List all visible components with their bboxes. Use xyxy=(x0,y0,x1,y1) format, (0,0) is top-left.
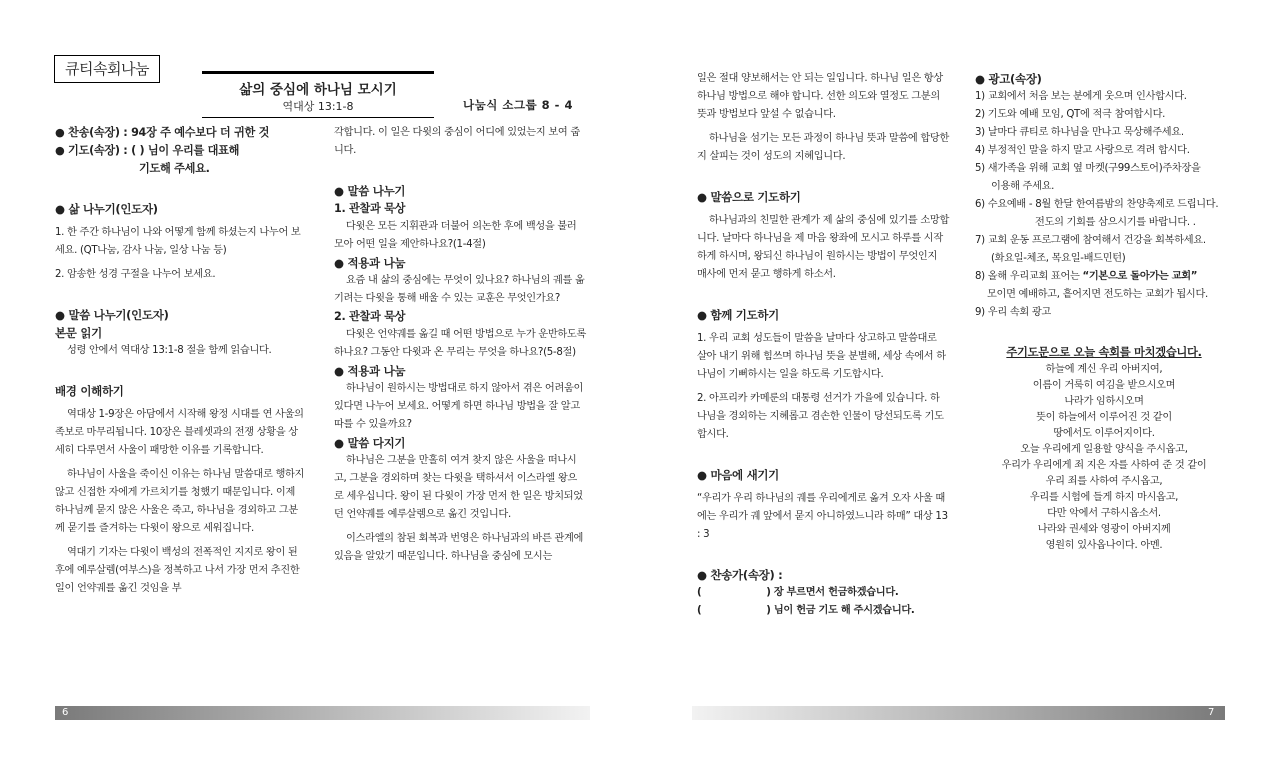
prayer-line: 나라가 임하시오며 xyxy=(1064,396,1144,407)
notice-3: 3) 날마다 큐티로 하나님을 만나고 묵상해주세요. xyxy=(975,127,1184,138)
notice-7: 7) 교회 운동 프로그램에 참여해서 건강을 회복하세요. xyxy=(975,235,1206,246)
continuation-paragraph-2: 하나님을 섬기는 모든 과정이 하나님 뜻과 말씀에 합당한지 살피는 것이 성도의 지혜입니다. xyxy=(697,133,950,162)
prayer-line: 영원히 있사옵나이다. 아멘. xyxy=(1045,540,1163,551)
notice-8 xyxy=(975,268,1233,286)
prayer-word-text: 하나님과의 친밀한 관계가 제 삶의 중심에 있기를 소망합니다. 날마다 하나님을 제 마음 왕좌에 모시고 하루를 시작하게 하시며, 왕되신 하나님이 원하시는 방법이 무엇인지 매사에 먼저 묻고 행하게 하소서. xyxy=(697,215,950,280)
word-resolve-heading: ● 말씀 다지기 xyxy=(334,436,406,450)
prayer-line: 다만 악에서 구하시옵소서. xyxy=(1047,508,1161,519)
notice-1: 1) 교회에서 처음 보는 분에게 웃으며 인사합시다. xyxy=(975,91,1187,102)
left-page-number: 6 xyxy=(62,707,69,718)
pray-together-heading: ● 함께 기도하기 xyxy=(697,308,779,322)
offering-line-1: ( ) 장 부르면서 헌금하겠습니다. xyxy=(697,587,899,598)
observation-1-text: 다윗은 모든 지휘관과 더불어 의논한 후에 백성을 불러 모아 어떤 일을 제안하나요?(1-4절) xyxy=(334,221,577,250)
prayer-line-2: 기도해 주세요. xyxy=(139,162,210,175)
page-subtitle: 역대상 13:1-8 xyxy=(282,100,354,113)
continuation-text: 각합니다. 이 일은 다윗의 중심이 어디에 있었는지 보여 줍니다. xyxy=(334,127,580,156)
notice-2: 2) 기도와 예배 모임, QT에 적극 참여합시다. xyxy=(975,109,1166,120)
background-paragraph-3: 역대기 기자는 다윗이 백성의 전폭적인 지지로 왕이 된 후에 예루살렘(여부스)을 정복하고 나서 가장 먼저 추진한 일이 언약궤를 옮긴 것임을 부 xyxy=(55,547,300,594)
church-motto: “기본으로 돌아가는 교회” xyxy=(1082,271,1198,282)
background-paragraph-1: 역대상 1-9장은 아담에서 시작해 왕정 시대를 연 사울의 족보로 마무리됩니다. 10장은 블레셋과의 전쟁 상황을 상세히 다루면서 사울이 패망한 이유를 기록합니다. xyxy=(55,409,304,456)
prayer-line: 우리가 우리에게 죄 지은 자를 사하여 준 것 같이 xyxy=(1001,460,1207,471)
text-reading-heading: 본문 읽기 xyxy=(55,326,102,340)
column-1 xyxy=(55,124,305,598)
notice-4: 4) 부정적인 말을 하지 말고 사랑으로 격려 합시다. xyxy=(975,145,1190,156)
application-2-heading: ● 적용과 나눔 xyxy=(334,364,406,378)
observation-1-heading: 1. 관찰과 묵상 xyxy=(334,202,406,215)
background-paragraph-2: 하나님이 사울을 죽이신 이유는 하나님 말씀대로 행하지 않고 신접한 자에게 가르치기를 청했기 때문입니다. 이제 하나님께 묻지 않은 사울은 죽고, 하나님을 경외하고 그분께 묻기를 즐겨하는 다윗이 왕으로 세워집니다. xyxy=(55,469,305,534)
prayer-line: 우리 죄를 사하여 주시옵고, xyxy=(1045,476,1163,487)
application-1-heading: ● 적용과 나눔 xyxy=(334,256,406,270)
prayer-line: ● 기도(속장) : ( ) 님이 우리를 대표해 xyxy=(55,144,240,157)
life-sharing-heading: ● 삶 나누기(인도자) xyxy=(55,202,158,216)
word-sharing-heading: ● 말씀 나누기(인도자) xyxy=(55,308,169,322)
brand-logo-box: 큐티속회나눔 xyxy=(54,55,160,83)
right-footer-bar xyxy=(692,706,1225,720)
prayer-line: 땅에서도 이루어지이다. xyxy=(1053,428,1155,439)
memorize-verse: “우리가 우리 하나님의 궤를 우리에게로 옮겨 오자 사울 때에는 우리가 궤 앞에서 묻지 아니하였느니라 하매” 대상 13 : 3 xyxy=(697,493,948,540)
column-4 xyxy=(975,70,1233,554)
prayer-line: 나라와 권세와 영광이 아버지께 xyxy=(1037,524,1171,535)
column-2 xyxy=(334,124,586,566)
prayer-line: 오늘 우리에게 일용할 양식을 주시옵고, xyxy=(1020,444,1188,455)
observation-2-heading: 2. 관찰과 묵상 xyxy=(334,310,406,323)
background-heading: 배경 이해하기 xyxy=(55,384,124,398)
application-1-text: 요즘 내 삶의 중심에는 무엇이 있나요? 하나님의 궤를 옮기려는 다윗을 통해 배울 수 있는 교훈은 무엇인가요? xyxy=(334,275,585,304)
title-box xyxy=(202,71,434,118)
left-footer-bar xyxy=(55,706,590,720)
text-reading: 성령 안에서 역대상 13:1-8 절을 함께 읽습니다. xyxy=(67,345,272,356)
column-3 xyxy=(697,70,949,620)
notice-6: 6) 수요예배 - 8월 한달 한여름밤의 찬양축제로 드립니다. xyxy=(975,199,1219,210)
notice-6-cont: 전도의 기회를 삼으시기를 바랍니다. . xyxy=(1035,217,1196,228)
prayer-line: 이름이 거룩히 여김을 받으시오며 xyxy=(1032,380,1176,391)
application-2-text: 하나님이 원하시는 방법대로 하지 않아서 겪은 어려움이 있다면 나누어 보세요. 어떻게 하면 하나님 방법을 잘 알고 따를 수 있을까요? xyxy=(334,383,584,430)
page-title: 삶의 중심에 하나님 모시기 xyxy=(239,82,397,98)
prayer-item-1: 1. 우리 교회 성도들이 말씀을 날마다 상고하고 말씀대로 살아 내기 위해 힘쓰며 하나님 뜻을 분별해, 세상 속에서 하나님이 기뻐하시는 일을 하도록 기도합시다. xyxy=(697,333,946,380)
notice-5: 5) 새가족을 위해 교회 옆 마켓(구99스토어)주차장을 xyxy=(975,163,1201,174)
resolve-paragraph-1: 하나님은 그분을 만홀히 여겨 찾지 않은 사울을 떠나시고, 그분을 경외하며 찾는 다윗을 택하셔서 이스라엘 왕으로 세우십니다. 왕이 된 다윗이 가장 먼저 한 일은 방치되었던 언약궤를 예루살렘으로 옮긴 것입니다. xyxy=(334,455,583,520)
notice-heading: ● 광고(속장) xyxy=(975,72,1042,86)
prayer-line: 하늘에 계신 우리 아버지여, xyxy=(1045,364,1163,375)
resolve-paragraph-2: 이스라엘의 참된 회복과 번영은 하나님과의 바른 관계에 있음을 알았기 때문입니다. 하나님을 중심에 모시는 xyxy=(334,533,584,562)
notice-7-cont: (화요일-체조, 목요일-배드민턴) xyxy=(991,253,1126,264)
prayer-word-heading: ● 말씀으로 기도하기 xyxy=(697,190,801,204)
life-question-2: 2. 암송한 성경 구절을 나누어 보세요. xyxy=(55,269,216,280)
prayer-item-2: 2. 아프리카 카메룬의 대통령 선거가 가을에 있습니다. 하나님을 경외하는 지혜롭고 겸손한 인물이 당선되도록 기도합시다. xyxy=(697,393,944,440)
prayer-line: 뜻이 하늘에서 이루어진 것 같이 xyxy=(1036,412,1172,423)
memorize-heading: ● 마음에 새기기 xyxy=(697,468,779,482)
notice-8-prefix: 8) 올해 우리교회 표어는 xyxy=(975,271,1083,282)
prayer-line: 우리를 시험에 들게 하지 마시옵고, xyxy=(1029,492,1179,503)
continuation-paragraph-1: 일은 절대 양보해서는 안 되는 일입니다. 하나님 일은 항상 하나님 방법으로 해야 합니다. 선한 의도와 열정도 그분의 뜻과 방법보다 앞설 수 없습니다. xyxy=(697,73,943,120)
offering-line-2: ( ) 님이 헌금 기도 해 주시겠습니다. xyxy=(697,605,915,616)
right-page-number: 7 xyxy=(1208,707,1215,718)
notice-5-cont: 이용해 주세요. xyxy=(991,181,1055,192)
closing-title: 주기도문으로 오늘 속회를 마치겠습니다. xyxy=(1006,346,1202,359)
notice-8-cont: 모이면 예배하고, 흩어지면 전도하는 교회가 됩시다. xyxy=(987,289,1208,300)
group-label: 나눔식 소그룹 8 - 4 xyxy=(463,98,573,112)
word-sharing-heading-2: ● 말씀 나누기 xyxy=(334,184,406,198)
observation-2-text: 다윗은 언약궤를 옮길 때 어떤 방법으로 누가 운반하도록 하나요? 그동안 다윗과 온 무리는 무엇을 하나요?(5-8절) xyxy=(334,329,587,358)
hymn-heading: ● 찬송가(속장) : xyxy=(697,568,783,582)
life-question-1: 1. 한 주간 하나님이 나와 어떻게 함께 하셨는지 나누어 보세요. (QT나눔, 감사 나눔, 일상 나눔 등) xyxy=(55,227,301,256)
lords-prayer xyxy=(975,362,1233,554)
notice-9: 9) 우리 속회 광고 xyxy=(975,307,1051,318)
hymn-line: ● 찬송(속장) : 94장 주 예수보다 더 귀한 것 xyxy=(55,126,270,139)
